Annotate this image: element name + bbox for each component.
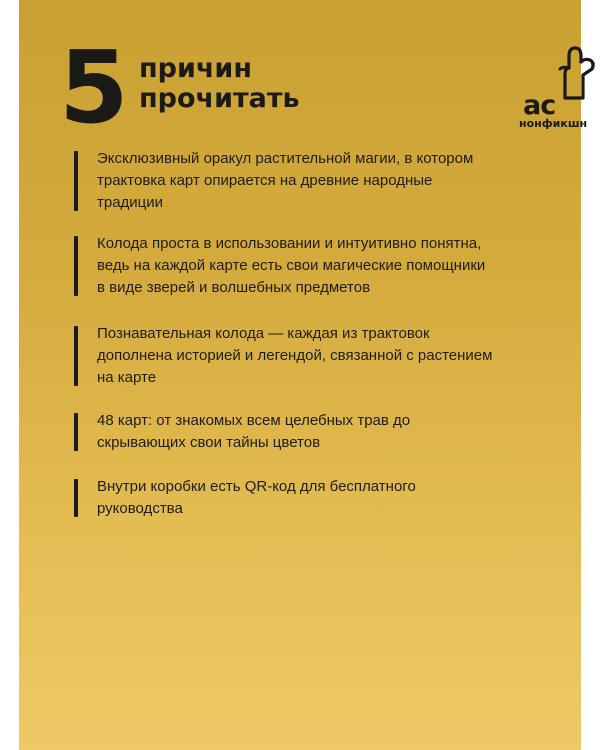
reason-line: руководства [97, 500, 183, 517]
reason-item [74, 148, 537, 214]
reason-text [97, 476, 537, 520]
reason-text [97, 233, 537, 299]
reason-line: 48 карт: от знакомых всем целебных трав до [97, 412, 411, 429]
reason-item [74, 233, 537, 299]
reason-text [97, 323, 537, 389]
title-line-1: причин [139, 53, 253, 84]
reason-line: скрывающих свои тайны цветов [97, 434, 321, 451]
reason-bar [74, 479, 78, 517]
reason-line: Эксклюзивный оракул растительной магии, в котором [97, 150, 474, 167]
reason-text [97, 148, 537, 214]
page-title [139, 54, 359, 114]
reason-line: ведь на каждой карте есть свои магические помощники [97, 257, 486, 274]
reason-line: дополнена историей и легендой, связанной с растением [97, 347, 493, 364]
reason-bar [74, 413, 78, 451]
reason-line: трактовка карт опирается на древние народные [97, 172, 433, 189]
title-line-2: прочитать [139, 83, 300, 114]
reason-bar [74, 151, 78, 211]
logo-subtitle: нонфикшн [519, 117, 588, 130]
reason-line: Колода проста в использовании и интуитивно понятна, [97, 235, 482, 252]
publisher-logo [519, 60, 599, 135]
logo-mark: ас [523, 90, 556, 121]
reason-line: на карте [97, 369, 157, 386]
reason-line: Познавательная колода — каждая из трактовок [97, 325, 430, 342]
reason-bar [74, 326, 78, 386]
reason-line: традиции [97, 194, 164, 211]
reason-bar [74, 236, 78, 296]
reason-item [74, 476, 537, 520]
reason-text [97, 410, 537, 454]
big-number: 5 [59, 29, 129, 146]
promo-card [19, 0, 588, 750]
reason-item [74, 410, 537, 454]
reason-line: в виде зверей и волшебных предметов [97, 279, 371, 296]
reason-item [74, 323, 537, 389]
reason-line: Внутри коробки есть QR-код для бесплатного [97, 478, 416, 495]
